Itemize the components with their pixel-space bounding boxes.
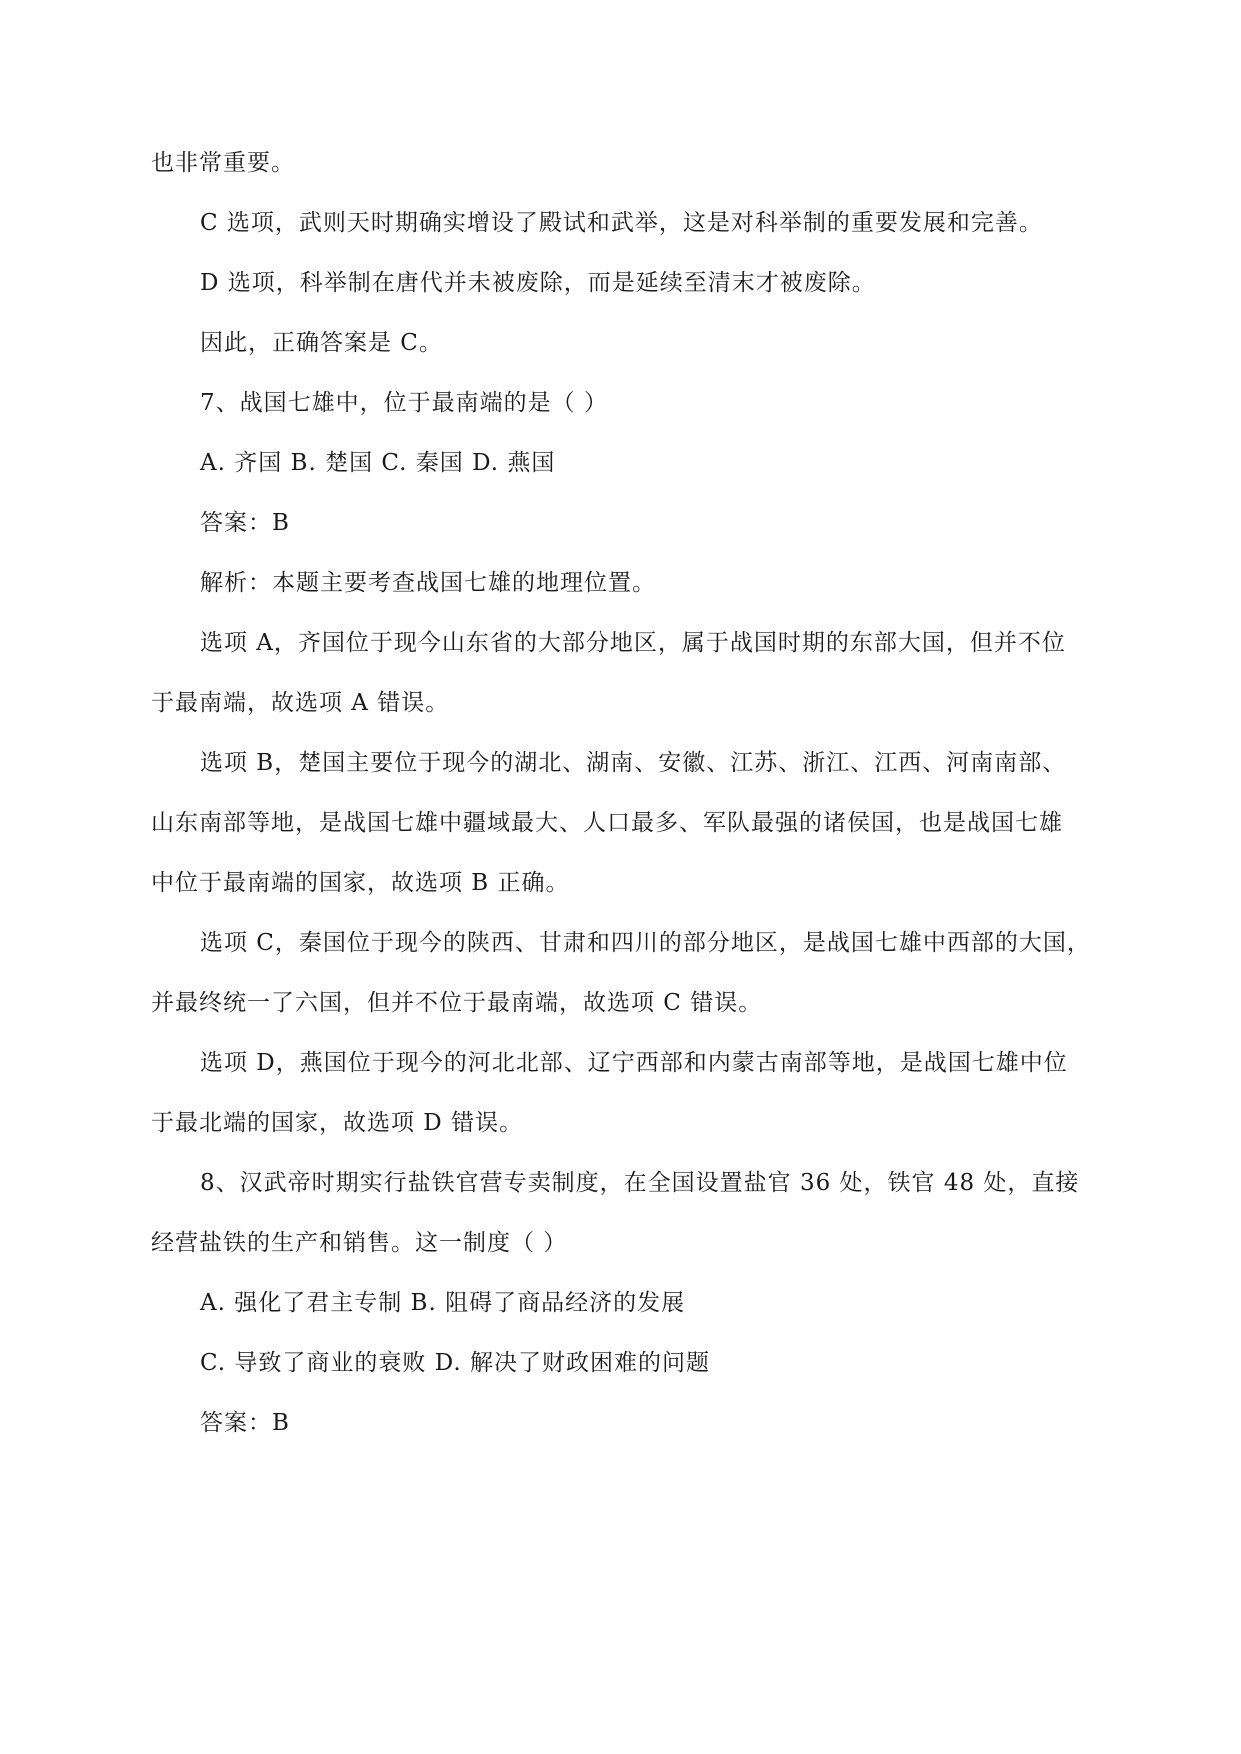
text-line: 解析：本题主要考查战国七雄的地理位置。 [200, 570, 656, 596]
question-8-options-cd: C. 导致了商业的衰败 D. 解决了财政困难的问题 [200, 1350, 710, 1376]
text-line: 也非常重要。 [151, 150, 295, 176]
text-line: C 选项，武则天时期确实增设了殿试和武举，这是对科举制的重要发展和完善。 [200, 210, 1043, 236]
question-7-stem: 7、战国七雄中，位于最南端的是（ ） [200, 390, 608, 416]
question-8-options-ab: A. 强化了君主专制 B. 阻碍了商品经济的发展 [200, 1290, 686, 1316]
text-line: 因此，正确答案是 C。 [200, 330, 443, 356]
question-7-answer: 答案：B [200, 510, 290, 536]
text-line: D 选项，科举制在唐代并未被废除，而是延续至清末才被废除。 [200, 270, 876, 296]
question-8-answer: 答案：B [200, 1410, 290, 1436]
text-line: 选项 D，燕国位于现今的河北北部、辽宁西部和内蒙古南部等地，是战国七雄中位 [200, 1050, 1068, 1076]
question-8-stem: 8、汉武帝时期实行盐铁官营专卖制度，在全国设置盐官 36 处，铁官 48 处，直接 [200, 1170, 1080, 1196]
text-line: 于最北端的国家，故选项 D 错误。 [151, 1110, 524, 1136]
text-line: 选项 A，齐国位于现今山东省的大部分地区，属于战国时期的东部大国，但并不位 [200, 630, 1066, 656]
question-8-stem-continued: 经营盐铁的生产和销售。这一制度（ ） [151, 1230, 568, 1256]
text-line: 于最南端，故选项 A 错误。 [151, 690, 450, 716]
text-line: 并最终统一了六国，但并不位于最南端，故选项 C 错误。 [151, 990, 763, 1016]
text-line: 山东南部等地，是战国七雄中疆域最大、人口最多、军队最强的诸侯国，也是战国七雄 [151, 810, 1063, 836]
text-line: 中位于最南端的国家，故选项 B 正确。 [151, 870, 570, 896]
text-line: 选项 C，秦国位于现今的陕西、甘肃和四川的部分地区，是战国七雄中西部的大国， [200, 930, 1091, 956]
text-line: 选项 B，楚国主要位于现今的湖北、湖南、安徽、江苏、浙江、江西、河南南部、 [200, 750, 1067, 776]
question-7-options: A. 齐国 B. 楚国 C. 秦国 D. 燕国 [200, 450, 556, 476]
